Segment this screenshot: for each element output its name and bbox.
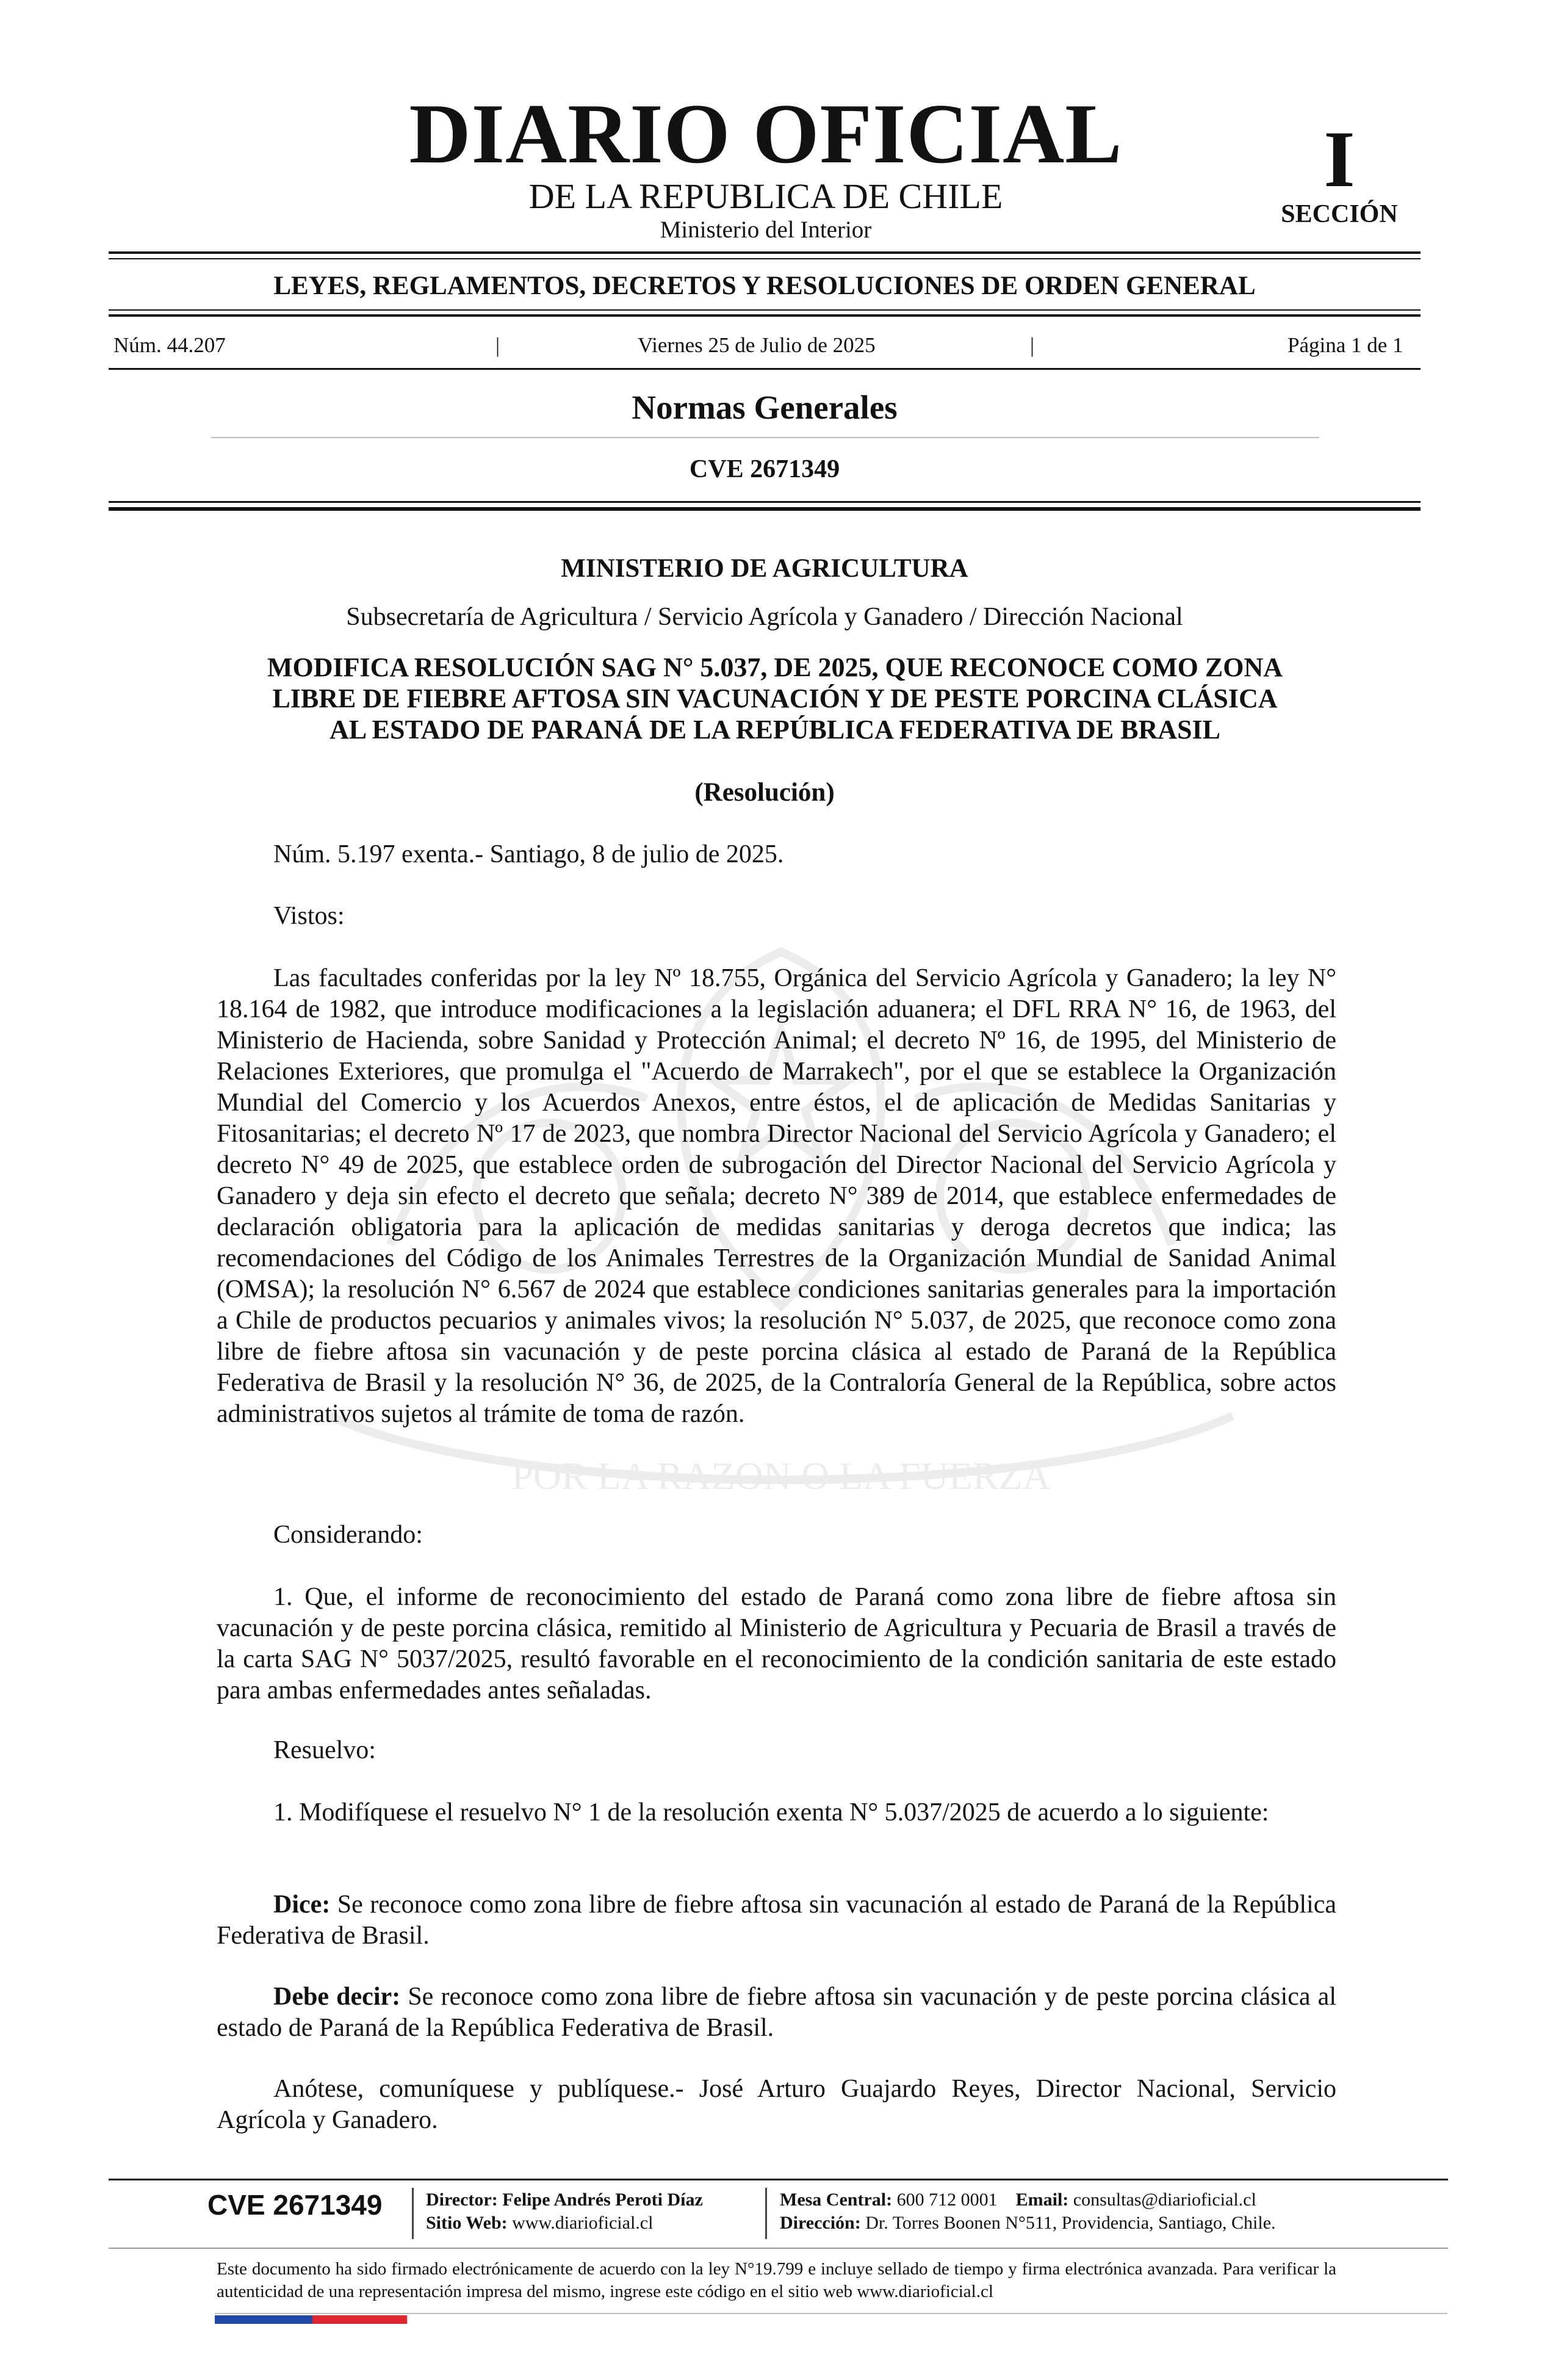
subsecretaria: Subsecretaría de Agricultura / Servicio Agrícola y Ganadero / Dirección Nacional [346, 603, 1183, 631]
issue-number: Núm. 44.207 [113, 333, 226, 357]
flag-stripe-red [312, 2315, 407, 2324]
resolution-label: (Resolución) [694, 778, 835, 807]
resuelvo-label: Resuelvo: [273, 1736, 376, 1764]
footer-rule-bottom [215, 2313, 1447, 2314]
site-label: Sitio Web: [426, 2213, 508, 2233]
page-indicator: Página 1 de 1 [1288, 333, 1403, 357]
closing-paragraph: Anótese, comuníquese y publíquese.- José Arturo Guajardo Reyes, Director Nacional, Servicio Agrícola y Ganadero. [217, 2075, 1336, 2134]
ministry-name: MINISTERIO DE AGRICULTURA [561, 554, 968, 583]
director-label: Director: [426, 2190, 498, 2210]
mesa-value: 600 712 0001 [896, 2190, 998, 2210]
masthead-subtitle: DE LA REPUBLICA DE CHILE [528, 176, 1003, 216]
considerando-label: Considerando: [273, 1521, 423, 1549]
masthead-rule-bottom [109, 258, 1421, 259]
vistos-paragraph: Las facultades conferidas por la ley Nº 18.755, Orgánica del Servicio Agrícola y Ganadero; la ley N° 18.164 de 1982, que introduce modificaciones a la legislación aduanera; el DFL RRA N° 16, de 1963, del Ministerio de Hacienda, sobre Sanidad y Protección Animal; el decreto Nº 16, de 1995, del Ministerio de Relaciones Exteriores, que promulga el "Acuerdo de Marrakech", por el que se establece la Organización Mundial del Comercio y los Acuerdos Anexos, entre éstos, el de aplicación de Medidas Sanitarias y Fitosanitarias; el decreto Nº 17 de 2023, que nombra Director Nacional del Servicio Agrícola y Ganadero; el decreto N° 49 de 2025, que establece orden de subrogación del Director Nacional del Servicio Agrícola y Ganadero y deja sin efecto el decreto que señala; decreto N° 389 de 2014, que establece enfermedades de declaración obligatoria para la aplicación de medidas sanitarias y deroga decretos que indica; las recomendaciones del Código de los Animales Terrestres de la Organización Mundial de Sanidad Animal (OMSA); la resolución N° 6.567 de 2024 que establece condiciones sanitarias generales para la importación a Chile de productos pecuarios y animales vivos; la resolución N° 5.037, de 2025, que reconoce como zona libre de fiebre aftosa sin vacunación y de peste porcina clásica al estado de Paraná de la República Federativa de Brasil y la resolución N° 36, de 2025, de la Contraloría General de la República, sobre actos administrativos sujetos al trámite de toma de razón. [217, 964, 1336, 1428]
laws-banner: LEYES, REGLAMENTOS, DECRETOS Y RESOLUCIONES DE ORDEN GENERAL [273, 272, 1256, 300]
header-rule-1 [109, 501, 1421, 503]
footer-note: Este documento ha sido firmado electrónicamente de acuerdo con la ley N°19.799 e incluye sellado de tiempo y firma electrónica avanzada. Para verificar la autenticidad de una representación impresa del mismo, ingrese este código en el sitio web www.diarioficial.cl [217, 2259, 1336, 2301]
footer-cve-code: CVE 2671349 [207, 2189, 383, 2221]
cve-code: CVE 2671349 [689, 455, 840, 483]
resolution-number: Núm. 5.197 exenta.- Santiago, 8 de julio de 2025. [273, 840, 784, 868]
debe-decir-text: Se reconoce como zona libre de fiebre aftosa sin vacunación y de peste porcina clásica al estado de Paraná de la República Federativa de Brasil. [217, 1983, 1336, 2042]
footer-rule-top [109, 2179, 1448, 2180]
address-label: Dirección: [780, 2213, 861, 2233]
mesa-label: Mesa Central: [780, 2190, 893, 2210]
site-link[interactable]: www.diarioficial.cl [512, 2213, 654, 2233]
watermark-motto: POR LA RAZON O LA FUERZA [511, 1454, 1051, 1498]
normas-rule [211, 437, 1319, 438]
resuelvo-paragraph: 1. Modifíquese el resuelvo N° 1 de la resolución exenta N° 5.037/2025 de acuerdo a lo siguiente: [273, 1798, 1269, 1826]
dice-paragraph [217, 1889, 1336, 1952]
footer-rule-mid [109, 2248, 1448, 2249]
info-rule [109, 368, 1421, 370]
footer-divider-2 [765, 2188, 767, 2239]
footer-contact-block [780, 2188, 1276, 2235]
dice-label: Dice: [273, 1891, 331, 1919]
debe-decir-label: Debe decir: [273, 1983, 401, 2011]
title-line: AL ESTADO DE PARANÁ DE LA REPÚBLICA FEDERATIVA DE BRASIL [329, 715, 1221, 745]
considerando-paragraph: 1. Que, el informe de reconocimiento del estado de Paraná como zona libre de fiebre aftosa sin vacunación y de peste porcina clásica, remitido al Ministerio de Agricultura y Pecuaria de Brasil a través de la carta SAG N° 5037/2025, resultó favorable en el reconocimiento de la condición sanitaria de este estado para ambas enfermedades antes señaladas. [217, 1583, 1336, 1704]
section-heading: Normas Generales [632, 389, 898, 426]
footer-director-block [426, 2188, 703, 2235]
masthead-title: DIARIO OFICIAL [409, 87, 1123, 181]
vistos-label: Vistos: [273, 902, 345, 930]
footer-divider-1 [412, 2188, 414, 2239]
email-label: Email: [1015, 2190, 1069, 2210]
info-separator-1: | [495, 333, 500, 357]
document-title [177, 652, 1373, 745]
section-label: SECCIÓN [1281, 200, 1398, 228]
title-line: MODIFICA RESOLUCIÓN SAG N° 5.037, DE 2025, QUE RECONOCE COMO ZONA [267, 652, 1283, 682]
address-value: Dr. Torres Boonen N°511, Providencia, Santiago, Chile. [865, 2213, 1276, 2233]
title-line: LIBRE DE FIEBRE AFTOSA SIN VACUNACIÓN Y DE PESTE PORCINA CLÁSICA [272, 683, 1278, 713]
masthead-rule-top [109, 251, 1421, 254]
info-separator-2: | [1030, 333, 1035, 357]
banner-rule-2 [109, 314, 1421, 317]
banner-rule-1 [109, 309, 1421, 311]
header-rule-2 [109, 507, 1421, 511]
issue-date: Viernes 25 de Julio de 2025 [638, 333, 876, 357]
masthead-ministry: Ministerio del Interior [660, 217, 872, 243]
director-name: Felipe Andrés Peroti Díaz [502, 2190, 703, 2210]
flag-stripe-blue [215, 2315, 312, 2324]
debe-decir-paragraph [217, 1982, 1336, 2044]
email-link[interactable]: consultas@diarioficial.cl [1073, 2190, 1256, 2210]
section-number: I [1324, 114, 1355, 204]
dice-text: Se reconoce como zona libre de fiebre aftosa sin vacunación al estado de Paraná de la República Federativa de Brasil. [217, 1891, 1336, 1950]
